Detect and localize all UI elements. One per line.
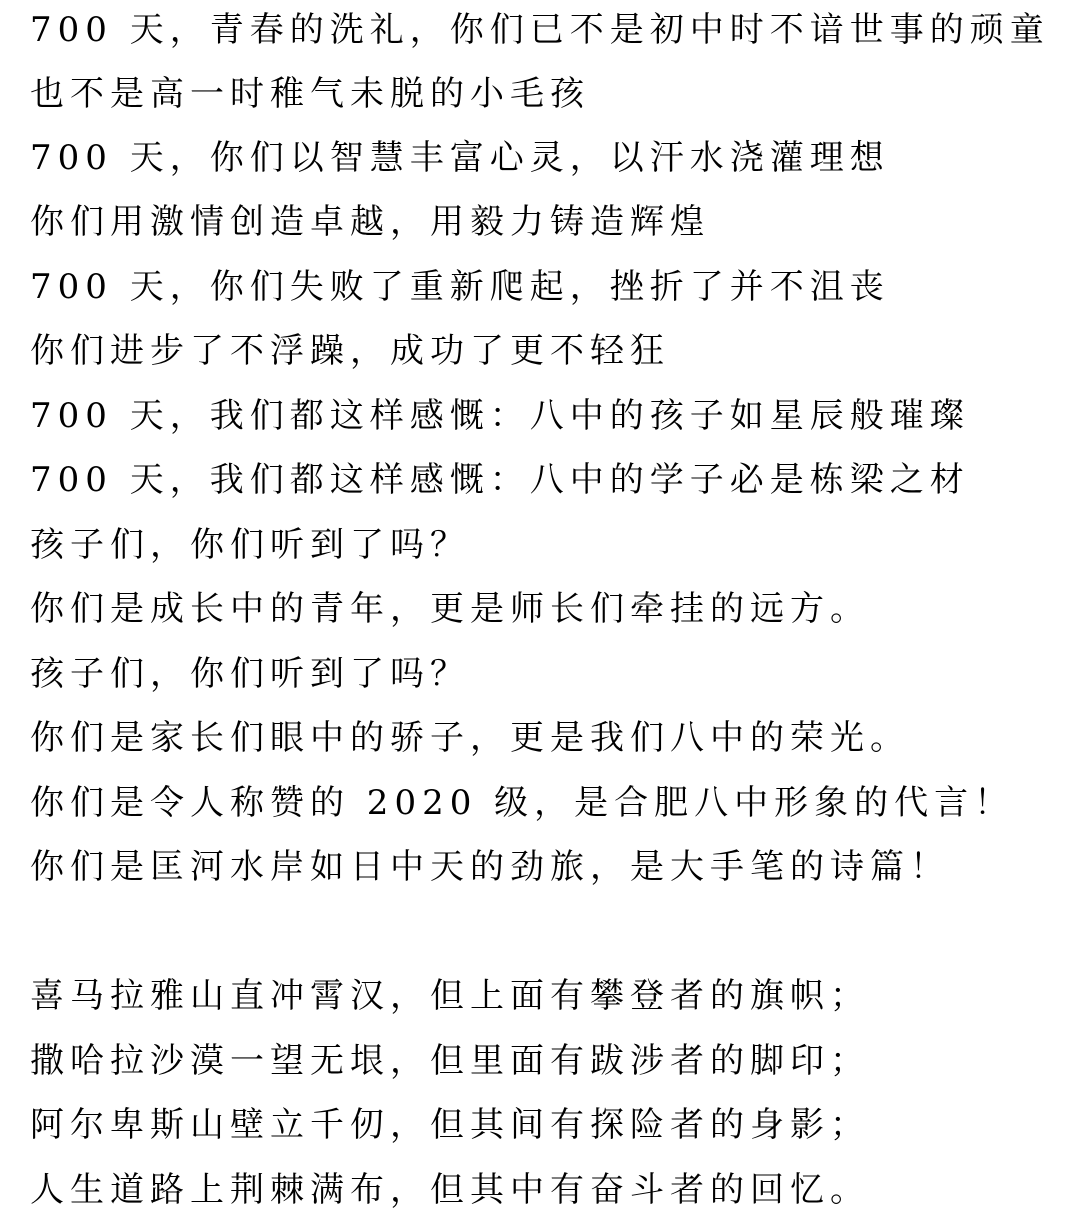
text-line: 喜马拉雅山直冲霄汉，但上面有攀登者的旗帜； — [30, 976, 870, 1016]
text-line: 你们是成长中的青年，更是师长们牵挂的远方。 — [30, 589, 870, 629]
text-line: 你们用激情创造卓越，用毅力铸造辉煌 — [30, 202, 710, 242]
text-line: 孩子们，你们听到了吗？ — [30, 525, 470, 565]
text-line: 你们是匡河水岸如日中天的劲旅，是大手笔的诗篇！ — [30, 847, 950, 887]
text-line: 孩子们，你们听到了吗？ — [30, 654, 470, 694]
text-line: 你们是令人称赞的 2020 级，是合肥八中形象的代言！ — [30, 783, 1015, 823]
text-line: 也不是高一时稚气未脱的小毛孩 — [30, 74, 590, 114]
text-line: 700 天，我们都这样感慨：八中的孩子如星辰般璀璨 — [30, 396, 970, 436]
text-line: 撒哈拉沙漠一望无垠，但里面有跋涉者的脚印； — [30, 1041, 870, 1081]
text-line: 700 天，青春的洗礼，你们已不是初中时不谙世事的顽童 — [30, 10, 1050, 50]
text-line: 700 天，你们失败了重新爬起，挫折了并不沮丧 — [30, 267, 890, 307]
text-line: 阿尔卑斯山壁立千仞，但其间有探险者的身影； — [30, 1105, 870, 1145]
text-line: 700 天，我们都这样感慨：八中的学子必是栋梁之材 — [30, 460, 970, 500]
text-line: 你们进步了不浮躁，成功了更不轻狂 — [30, 331, 670, 371]
text-line: 人生道路上荆棘满布，但其中有奋斗者的回忆。 — [30, 1170, 870, 1210]
text-line: 700 天，你们以智慧丰富心灵，以汗水浇灌理想 — [30, 138, 890, 178]
text-line: 你们是家长们眼中的骄子，更是我们八中的荣光。 — [30, 718, 910, 758]
